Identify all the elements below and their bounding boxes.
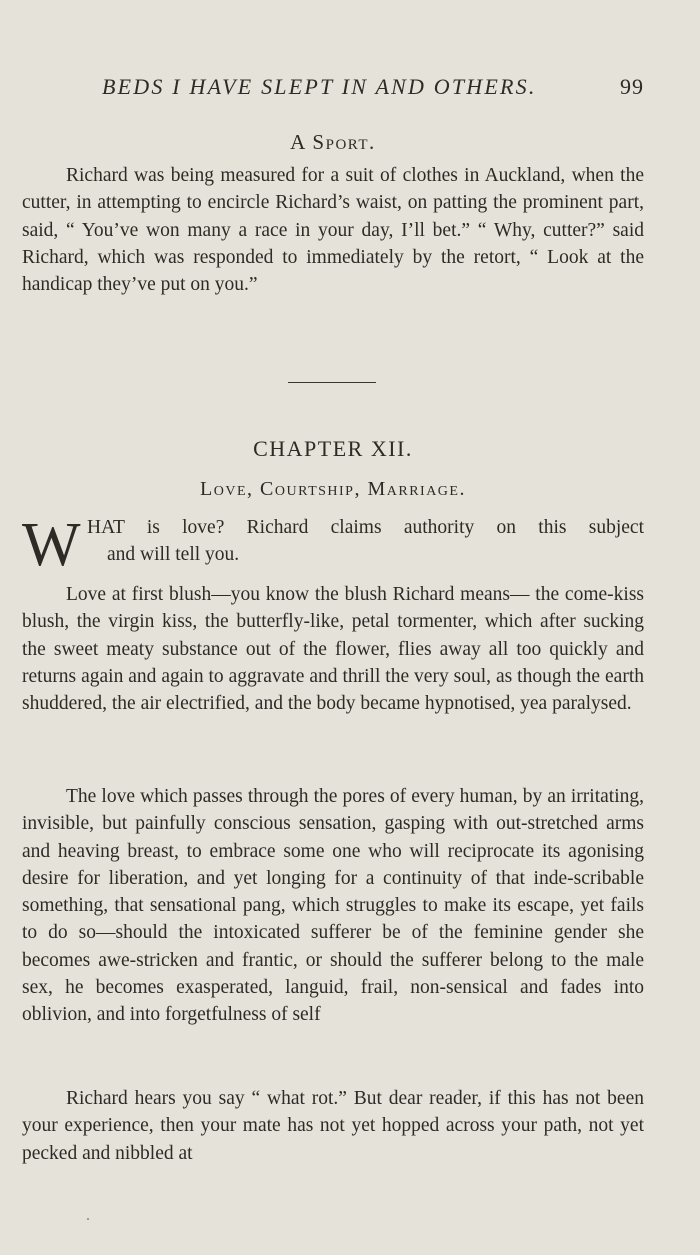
body-paragraph: Love at first blush—you know the blush Richard means— the come-kiss blush, the virgin kiss, the butterfly-like, petal tormenter, which after sucking the sweet meaty substance out of the flower, flies away all too quickly and returns again and again to aggravate and thrill the very soul, as though the earth shuddered, the air electrified, and the body became hypnotised, yea paralysed.	[22, 584, 644, 715]
page-speck	[87, 1218, 89, 1220]
section-paragraph: Richard was being measured for a suit of clothes in Auckland, when the cutter, in attempting to encircle Richard’s waist, on patting the prominent part, said, “ You’ve won many a race in your day, I’ll bet.” “ Why, cutter?” said Richard, which was responded to immediately by the retort, “ Look at the handicap they’ve put on you.”	[22, 165, 644, 296]
running-head	[22, 74, 644, 106]
running-title: BEDS I HAVE SLEPT IN AND OTHERS.	[102, 74, 537, 99]
section-divider	[288, 382, 376, 383]
book-page	[22, 0, 644, 1255]
body-paragraph: Richard hears you say “ what rot.” But dear reader, if this has not been your experience, then your mate has not yet hopped across your path, not yet pecked and nibbled at	[22, 1088, 644, 1164]
chapter-subtitle: Love, Courtship, Marriage.	[200, 478, 466, 500]
section-heading: A Sport.	[290, 130, 376, 154]
opening-paragraph	[22, 511, 644, 579]
chapter-title: CHAPTER XII.	[253, 436, 413, 461]
page-number: 99	[620, 74, 644, 99]
opening-line: HAT is love? Richard claims authority on this subject	[87, 517, 644, 538]
drop-cap: W	[22, 511, 81, 579]
opening-line: and will tell you.	[107, 544, 240, 565]
body-paragraph: The love which passes through the pores of every human, by an irritating, invisible, but painfully conscious sensation, gasping with out-stretched arms and heaving breast, to embrace some one who will reciprocate its agonising desire for liberation, and yet longing for a continuity of that inde-scribable something, that sensational pang, which struggles to make its escape, yet fails to do so—should the intoxicated sufferer be of the feminine gender she becomes awe-stricken and frantic, or should the sufferer belong to the male sex, he becomes exasperated, languid, frail, non-sensical and fades into oblivion, and into forgetfulness of self	[22, 786, 644, 1026]
